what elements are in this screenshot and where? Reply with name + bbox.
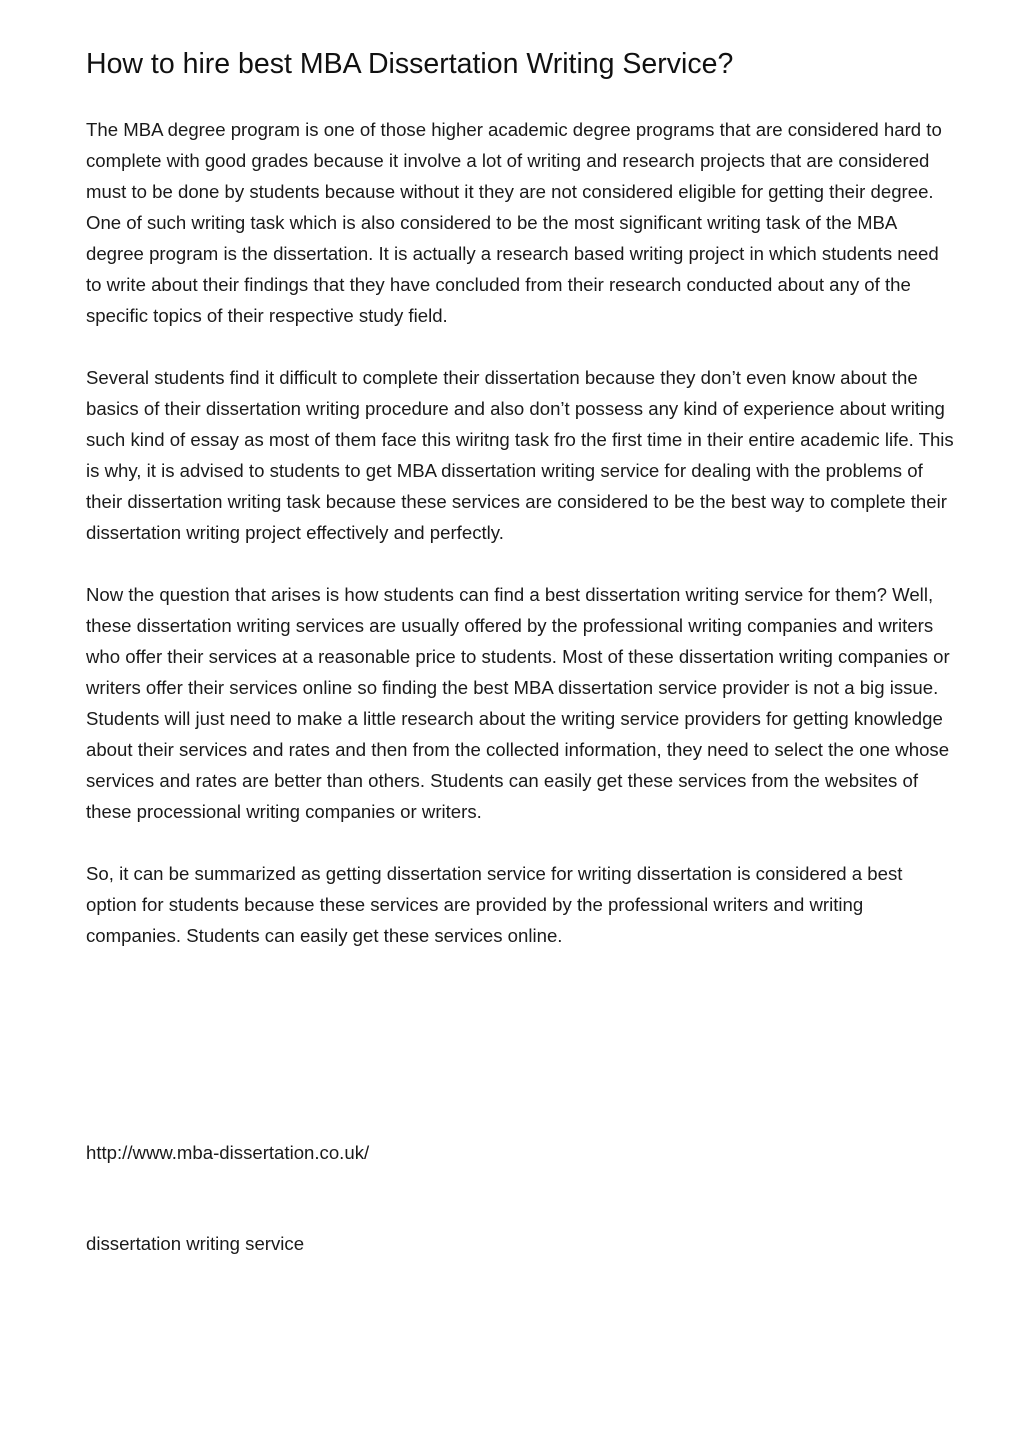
- paragraph-1: The MBA degree program is one of those higher academic degree programs that are considered hard to complete with good grades because it involve a lot of writing and research projects that are considered must to be done by students because without it they are not considered eligible for getting their degree. One of such writing task which is also considered to be the most significant writing task of the MBA degree program is the dissertation. It is actually a research based writing project in which students need to write about their findings that they have concluded from their research conducted about any of the specific topics of their respective study field.: [86, 119, 942, 326]
- paragraph-4: So, it can be summarized as getting dissertation service for writing dissertation is considered a best option for students because these services are provided by the professional writers and writing companies. Students can easily get these services online.: [86, 863, 903, 946]
- document-body: [86, 114, 956, 982]
- paragraph-2: Several students find it difficult to complete their dissertation because they don’t even know about the basics of their dissertation writing procedure and also don’t possess any kind of experience about writing such kind of essay as most of them face this wiritng task fro the first time in their entire academic life. This is why, it is advised to students to get MBA dissertation writing service for dealing with the problems of their dissertation writing task because these services are considered to be the best way to complete their dissertation writing project effectively and perfectly.: [86, 367, 954, 543]
- website-url: http://www.mba-dissertation.co.uk/: [86, 1142, 370, 1163]
- keyword-text: dissertation writing service: [86, 1233, 305, 1254]
- paragraph-3: Now the question that arises is how students can find a best dissertation writing service for them? Well, these dissertation writing services are usually offered by the professional writing companies and writers who offer their services at a reasonable price to students. Most of these dissertation writing companies or writers offer their services online so finding the best MBA dissertation service provider is not a big issue. Students will just need to make a little research about the writing service providers for getting knowledge about their services and rates and then from the collected information, they need to select the one whose services and rates are better than others. Students can easily get these services from the websites of these processional writing companies or writers.: [86, 584, 950, 822]
- document-title: How to hire best MBA Dissertation Writing Service?: [86, 48, 734, 80]
